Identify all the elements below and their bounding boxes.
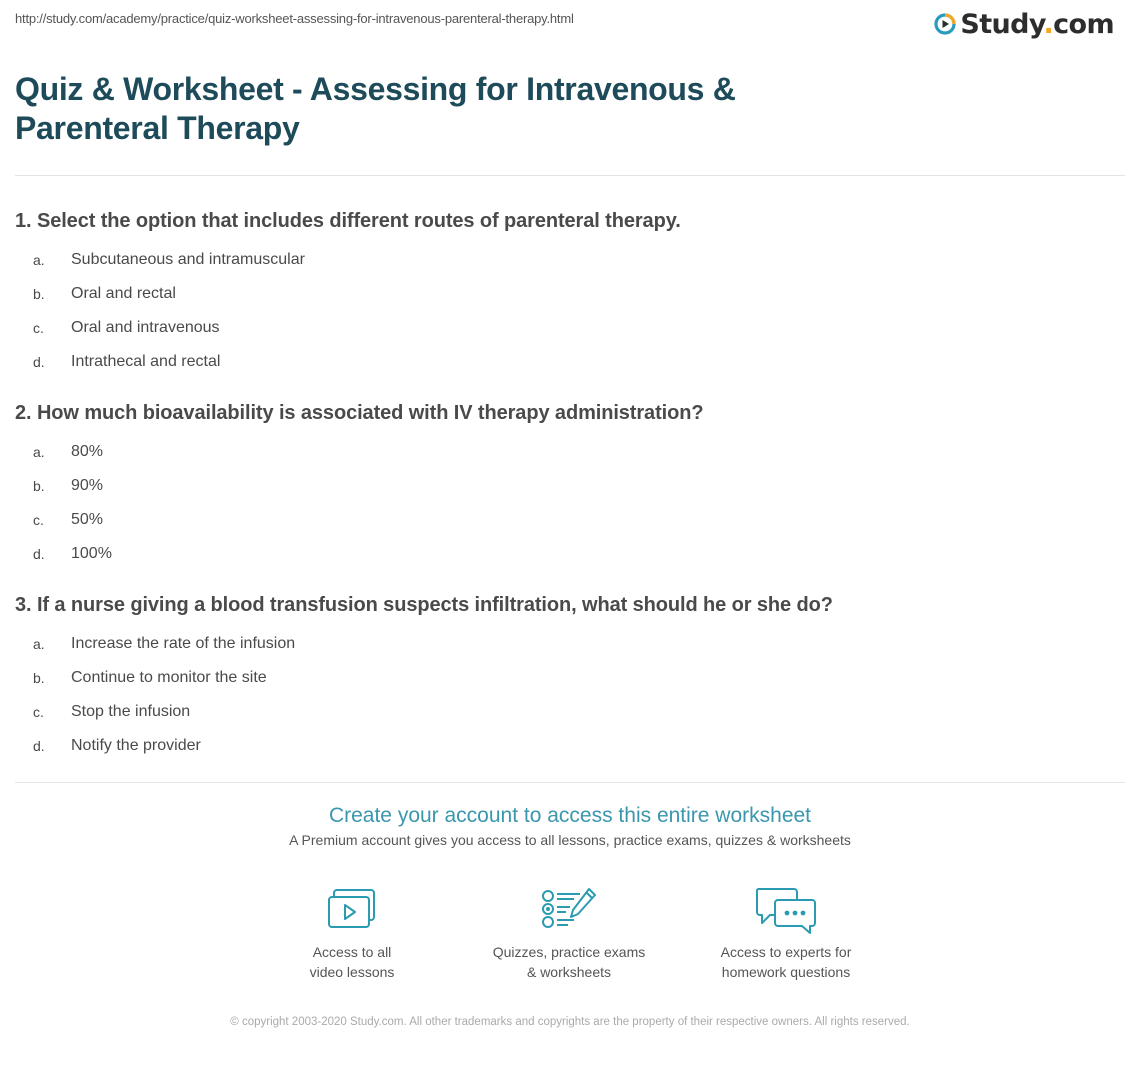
options-list — [15, 627, 1115, 763]
question-2 — [15, 401, 1115, 571]
option-text: Oral and rectal — [71, 285, 176, 302]
chat-bubbles-icon — [754, 886, 818, 936]
option-b[interactable] — [15, 469, 1115, 503]
video-lessons-icon — [326, 886, 378, 932]
option-b[interactable] — [15, 277, 1115, 311]
question-text: 2. How much bioavailability is associated with IV therapy administration? — [15, 402, 704, 424]
option-letter: c. — [33, 512, 44, 528]
option-letter: c. — [33, 704, 44, 720]
option-text: Stop the infusion — [71, 703, 191, 720]
options-list — [15, 243, 1115, 379]
option-text: Increase the rate of the infusion — [71, 635, 296, 652]
option-c[interactable] — [15, 695, 1115, 729]
option-text: 100% — [71, 545, 112, 562]
option-text: Oral and intravenous — [71, 319, 220, 336]
play-circle-icon — [933, 12, 957, 36]
page-url: http://study.com/academy/practice/quiz-worksheet-assessing-for-intravenous-parenteral-therapy.html — [15, 11, 574, 26]
option-letter: b. — [33, 478, 45, 494]
option-letter: c. — [33, 320, 44, 336]
copyright-footer: © copyright 2003-2020 Study.com. All other trademarks and copyrights are the property of their respective owners. All rights reserved. — [230, 1016, 910, 1028]
quiz-checklist-icon — [540, 886, 598, 932]
option-text: 90% — [71, 477, 104, 494]
question-1 — [15, 209, 1115, 379]
divider — [15, 175, 1125, 176]
option-d[interactable] — [15, 345, 1115, 379]
page-title: Quiz & Worksheet - Assessing for Intravenous & Parenteral Therapy — [15, 71, 736, 146]
option-a[interactable] — [15, 627, 1115, 661]
option-text: Intrathecal and rectal — [71, 353, 221, 370]
option-text: 50% — [71, 511, 104, 528]
logo-text: Study.com — [960, 8, 1114, 40]
option-letter: d. — [33, 738, 45, 754]
question-3 — [15, 593, 1115, 763]
option-c[interactable] — [15, 311, 1115, 345]
feature-experts — [686, 886, 886, 982]
feature-label: Access to all video lessons — [309, 944, 395, 980]
question-text: 1. Select the option that includes different routes of parenteral therapy. — [15, 210, 681, 232]
option-letter: b. — [33, 670, 45, 686]
option-c[interactable] — [15, 503, 1115, 537]
create-account-link[interactable]: Create your account to access this entire worksheet — [328, 804, 812, 827]
feature-label: Quizzes, practice exams & worksheets — [492, 944, 646, 980]
options-list — [15, 435, 1115, 571]
option-letter: d. — [33, 546, 45, 562]
option-a[interactable] — [15, 435, 1115, 469]
question-text: 3. If a nurse giving a blood transfusion suspects infiltration, what should he or she do? — [15, 594, 833, 616]
option-d[interactable] — [15, 537, 1115, 571]
cta-subtitle: A Premium account gives you access to all lessons, practice exams, quizzes & worksheets — [289, 832, 851, 848]
option-letter: a. — [33, 444, 45, 460]
signup-cta — [0, 804, 1140, 848]
divider — [15, 782, 1125, 783]
option-text: Notify the provider — [71, 737, 201, 754]
option-text: 80% — [71, 443, 104, 460]
option-letter: a. — [33, 636, 45, 652]
option-a[interactable] — [15, 243, 1115, 277]
option-text: Subcutaneous and intramuscular — [71, 251, 305, 268]
feature-video-lessons — [252, 886, 452, 982]
option-d[interactable] — [15, 729, 1115, 763]
option-text: Continue to monitor the site — [71, 669, 267, 686]
study-logo[interactable] — [933, 8, 1114, 40]
option-letter: d. — [33, 354, 45, 370]
feature-quizzes — [469, 886, 669, 982]
option-letter: a. — [33, 252, 45, 268]
option-b[interactable] — [15, 661, 1115, 695]
feature-label: Access to experts for homework questions — [720, 944, 852, 980]
option-letter: b. — [33, 286, 45, 302]
